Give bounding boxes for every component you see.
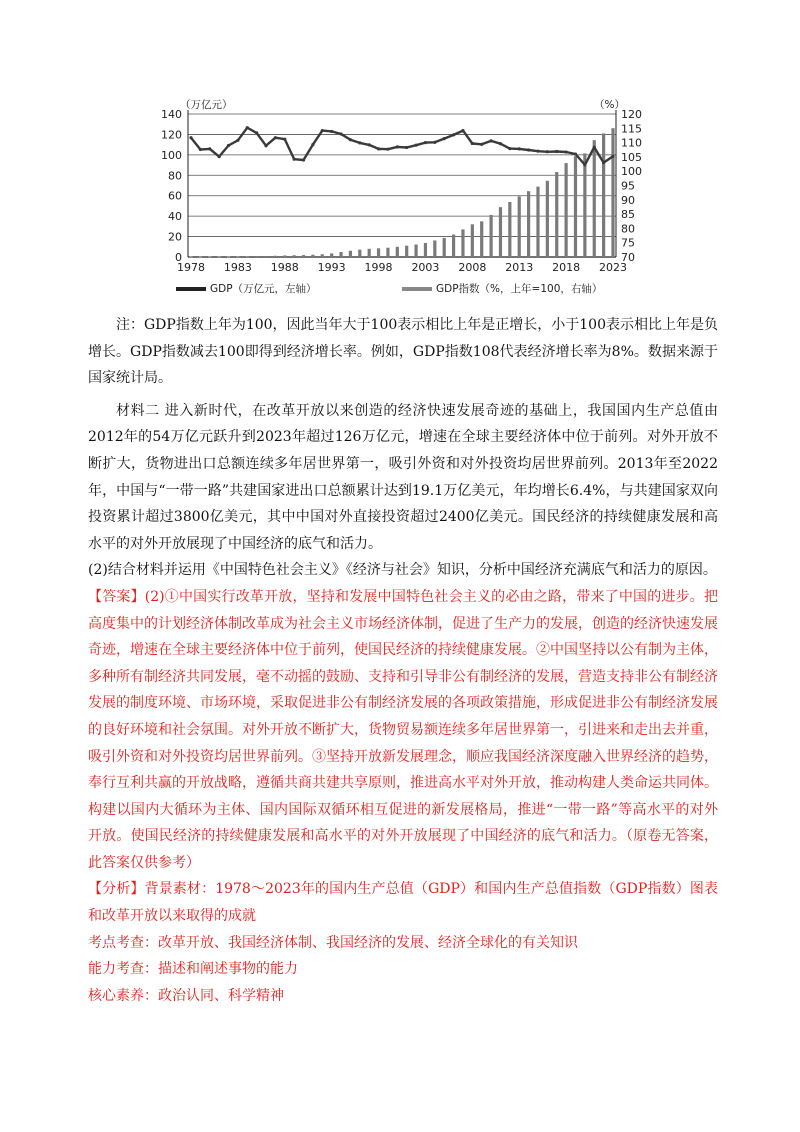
gdp-index-point [508, 147, 511, 150]
x-tick-label: 2008 [458, 261, 487, 274]
gdp-index-point [471, 142, 474, 145]
gdp-bar [255, 256, 258, 257]
gdp-index-point [349, 138, 352, 141]
exam-points: 考点考查：改革开放、我国经济体制、我国经济的发展、经济全球化的有关知识 [88, 934, 578, 951]
x-tick-label: 2018 [552, 261, 581, 274]
gdp-bar [452, 235, 455, 257]
gdp-index-point [330, 130, 333, 133]
x-tick-label: 2023 [599, 261, 627, 274]
legend-swatch-gdp [176, 287, 206, 291]
gdp-bar [368, 249, 371, 257]
gdp-bar [471, 224, 474, 257]
gdp-bar [246, 256, 249, 257]
y-left-tick-label: 40 [168, 210, 182, 224]
gdp-bar [414, 245, 417, 257]
x-tick-label: 2003 [411, 261, 440, 274]
gdp-bar [461, 229, 464, 257]
gdp-bar [321, 254, 324, 257]
y-left-tick-label: 80 [168, 169, 182, 183]
gdp-bar [208, 256, 211, 257]
y-right-tick-label: 120 [621, 108, 642, 121]
x-tick-label: 1993 [317, 261, 346, 274]
gdp-bar [443, 238, 446, 257]
gdp-index-point [283, 138, 286, 141]
gdp-index-point [302, 158, 305, 161]
gdp-index-point [593, 146, 596, 149]
gdp-bar [283, 255, 286, 257]
gdp-bar [593, 140, 596, 257]
gdp-bar [189, 257, 192, 258]
gdp-bar [555, 172, 558, 257]
y-right-tick-label: 95 [621, 179, 635, 193]
x-tick-label: 1988 [270, 261, 299, 274]
gdp-bar [311, 255, 314, 257]
gdp-bar [386, 248, 389, 257]
gdp-index-point [461, 129, 464, 132]
gdp-index-point [518, 147, 521, 150]
question-2: (2)结合材料并运用《中国特色社会主义》《经济与社会》知识，分析中国经济充满底气和活力的原因。 [88, 562, 717, 579]
gdp-index-point [208, 147, 211, 150]
core-literacy: 核心素养：政治认同、科学精神 [88, 987, 284, 1004]
gdp-bar [611, 128, 614, 257]
gdp-index-point [536, 150, 539, 153]
y-left-tick-label: 60 [168, 189, 182, 203]
gdp-index-point [583, 163, 586, 166]
y-right-tick-label: 80 [621, 222, 635, 236]
x-tick-label: 2013 [505, 261, 534, 274]
gdp-index-point [377, 147, 380, 150]
gdp-index-point [264, 144, 267, 147]
analysis-text: 【分析】背景素材：1978～2023年的国内生产总值（GDP）和国内生产总值指数（GDP指数）图表和改革开放以来取得的成就 [88, 881, 718, 925]
gdp-bar [199, 257, 202, 258]
gdp-bar [358, 250, 361, 257]
gdp-bar [536, 187, 539, 257]
gdp-bar [508, 202, 511, 257]
gdp-index-point [189, 136, 192, 139]
answer-text: 【答案】(2)①中国实行改革开放，坚持和发展中国特色社会主义的必由之路，带来了中国的进步。把高度集中的计划经济体制改革成为社会主义市场经济体制，促进了生产力的发展，创造的经济快速发展奇迹，增速在全球主要经济体中位于前列，使国民经济的持续健康发展。②中国坚持以公有制为主体，多种所有制经济共同发展，毫不动摇的鼓励、支持和引导非公有制经济的发展，营造支持非公有制经济发展的制度环境、市场环境，采取促进非公有制经济发展的各项政策措施，形成促进非公有制经济发展的良好环境和社会氛围。对外开放不断扩大，货物贸易额连续多年居世界第一，引进来和走出去并重，吸引外资和对外投资均居世界前列。③坚持开放新发展理念，顺应我国经济深度融入世界经济的趋势，奉行互利共赢的开放战略，遵循共商共建共享原则，推进高水平对外开放，推动构建人类命运共同体。构建以国内大循环为主体、国内国际双循环相互促进的新发展格局，推进“一带一路”等高水平的对外开放。使国民经济的持续健康发展和高水平的对外开放展现了中国经济的底气和活力。（原卷无答案，此答案仅供参考） [88, 588, 718, 871]
gdp-index-point [499, 142, 502, 145]
gdp-index-point [358, 141, 361, 144]
gdp-index-point [199, 148, 202, 151]
gdp-bar [527, 191, 530, 257]
gdp-index-point [489, 139, 492, 142]
y-right-tick-label: 115 [621, 122, 642, 136]
gdp-bar [227, 256, 230, 257]
gdp-bar [518, 196, 521, 257]
gdp-bar [274, 256, 277, 257]
y-left-tick-label: 0 [175, 251, 182, 264]
gdp-index-point [405, 146, 408, 149]
gdp-bar [489, 215, 492, 257]
x-tick-label: 1983 [223, 261, 252, 274]
gdp-index-point [452, 133, 455, 136]
gdp-index-point [246, 126, 249, 129]
gdp-index-point [574, 152, 577, 155]
chart-note: 注：GDP指数上年为100，因此当年大于100表示相比上年是正增长，小于100表示相比上年是负增长。GDP指数减去100即得到经济增长率。例如，GDP指数108代表经济增长率为8%。数据来源于国家统计局。 [88, 317, 718, 387]
gdp-bar [302, 255, 305, 257]
gdp-index-point [339, 132, 342, 135]
gdp-index-point [555, 150, 558, 153]
x-tick-label: 1998 [364, 261, 393, 274]
gdp-bar [565, 163, 568, 257]
gdp-bar [480, 221, 483, 257]
legend-swatch-gdp-index [402, 287, 432, 291]
gdp-index-line [191, 128, 613, 165]
gdp-bar [218, 256, 221, 257]
y-left-tick-label: 100 [161, 148, 182, 162]
gdp-chart-svg [140, 92, 660, 307]
gdp-bar [264, 256, 267, 257]
gdp-bar [405, 246, 408, 257]
material-two: 材料二 进入新时代，在改革开放以来创造的经济快速发展奇迹的基础上，我国国内生产总值由2012年的54万亿元跃升到2023年超过126万亿元，增速在全球主要经济体中位于前列。对外开放不断扩大，货物进出口总额连续多年居世界第一，吸引外资和对外投资均居世界前列。2013年至2022年，中国与“一带一路”共建国家进出口总额累计达到19.1万亿美元，年均增长6.4%，与共建国家双向投资累计超过3800亿美元，其中中国对外直接投资超过2400亿美元。国民经济的持续健康发展和高水平的对外开放展现了中国经济的底气和活力。 [88, 402, 718, 552]
gdp-bar [377, 248, 380, 257]
y-right-tick-label: 110 [621, 136, 642, 150]
gdp-index-point [565, 150, 568, 153]
gdp-index-point [255, 131, 258, 134]
legend-label-gdp: GDP（万亿元，左轴） [210, 283, 317, 295]
gdp-bar [396, 247, 399, 257]
y-right-tick-label: 70 [621, 251, 635, 264]
x-tick-label: 1978 [177, 261, 205, 274]
gdp-index-point [433, 141, 436, 144]
gdp-index-point [274, 136, 277, 139]
gdp-index-point [527, 148, 530, 151]
gdp-index-point [227, 144, 230, 147]
gdp-bar [339, 252, 342, 257]
y-right-tick-label: 85 [621, 208, 635, 222]
y-right-tick-label: 100 [621, 165, 642, 179]
gdp-bar [602, 133, 605, 257]
gdp-index-point [414, 144, 417, 147]
gdp-index-point [480, 143, 483, 146]
gdp-chart [140, 92, 660, 307]
gdp-index-point [443, 137, 446, 140]
legend-label-gdp-index: GDP指数（%，上年=100，右轴） [436, 283, 603, 295]
y-right-tick-label: 75 [621, 236, 635, 250]
document-body [88, 312, 718, 1009]
gdp-index-point [311, 143, 314, 146]
gdp-index-point [602, 161, 605, 164]
gdp-bar [349, 251, 352, 257]
y-left-unit: （万亿元） [180, 99, 233, 111]
gdp-bar [330, 253, 333, 257]
gdp-index-point [236, 139, 239, 142]
gdp-bar [546, 181, 549, 257]
y-right-unit: （%） [594, 99, 625, 111]
gdp-index-point [293, 158, 296, 161]
gdp-index-point [218, 155, 221, 158]
y-left-tick-label: 20 [168, 230, 182, 244]
gdp-index-point [611, 155, 614, 158]
gdp-bar [574, 156, 577, 257]
gdp-bar [499, 207, 502, 257]
gdp-index-point [386, 148, 389, 151]
gdp-index-point [321, 129, 324, 132]
gdp-bar [293, 255, 296, 257]
gdp-bar [583, 153, 586, 257]
y-left-tick-label: 140 [161, 108, 182, 121]
gdp-index-point [396, 145, 399, 148]
y-right-tick-label: 105 [621, 150, 642, 164]
gdp-index-point [546, 150, 549, 153]
gdp-index-point [424, 141, 427, 144]
ability-check: 能力考查：描述和阐述事物的能力 [88, 961, 298, 978]
gdp-index-point [368, 143, 371, 146]
y-left-tick-label: 120 [161, 128, 182, 142]
gdp-bar [433, 240, 436, 257]
gdp-bar [424, 243, 427, 257]
gdp-bar [236, 256, 239, 257]
y-right-tick-label: 90 [621, 193, 635, 207]
